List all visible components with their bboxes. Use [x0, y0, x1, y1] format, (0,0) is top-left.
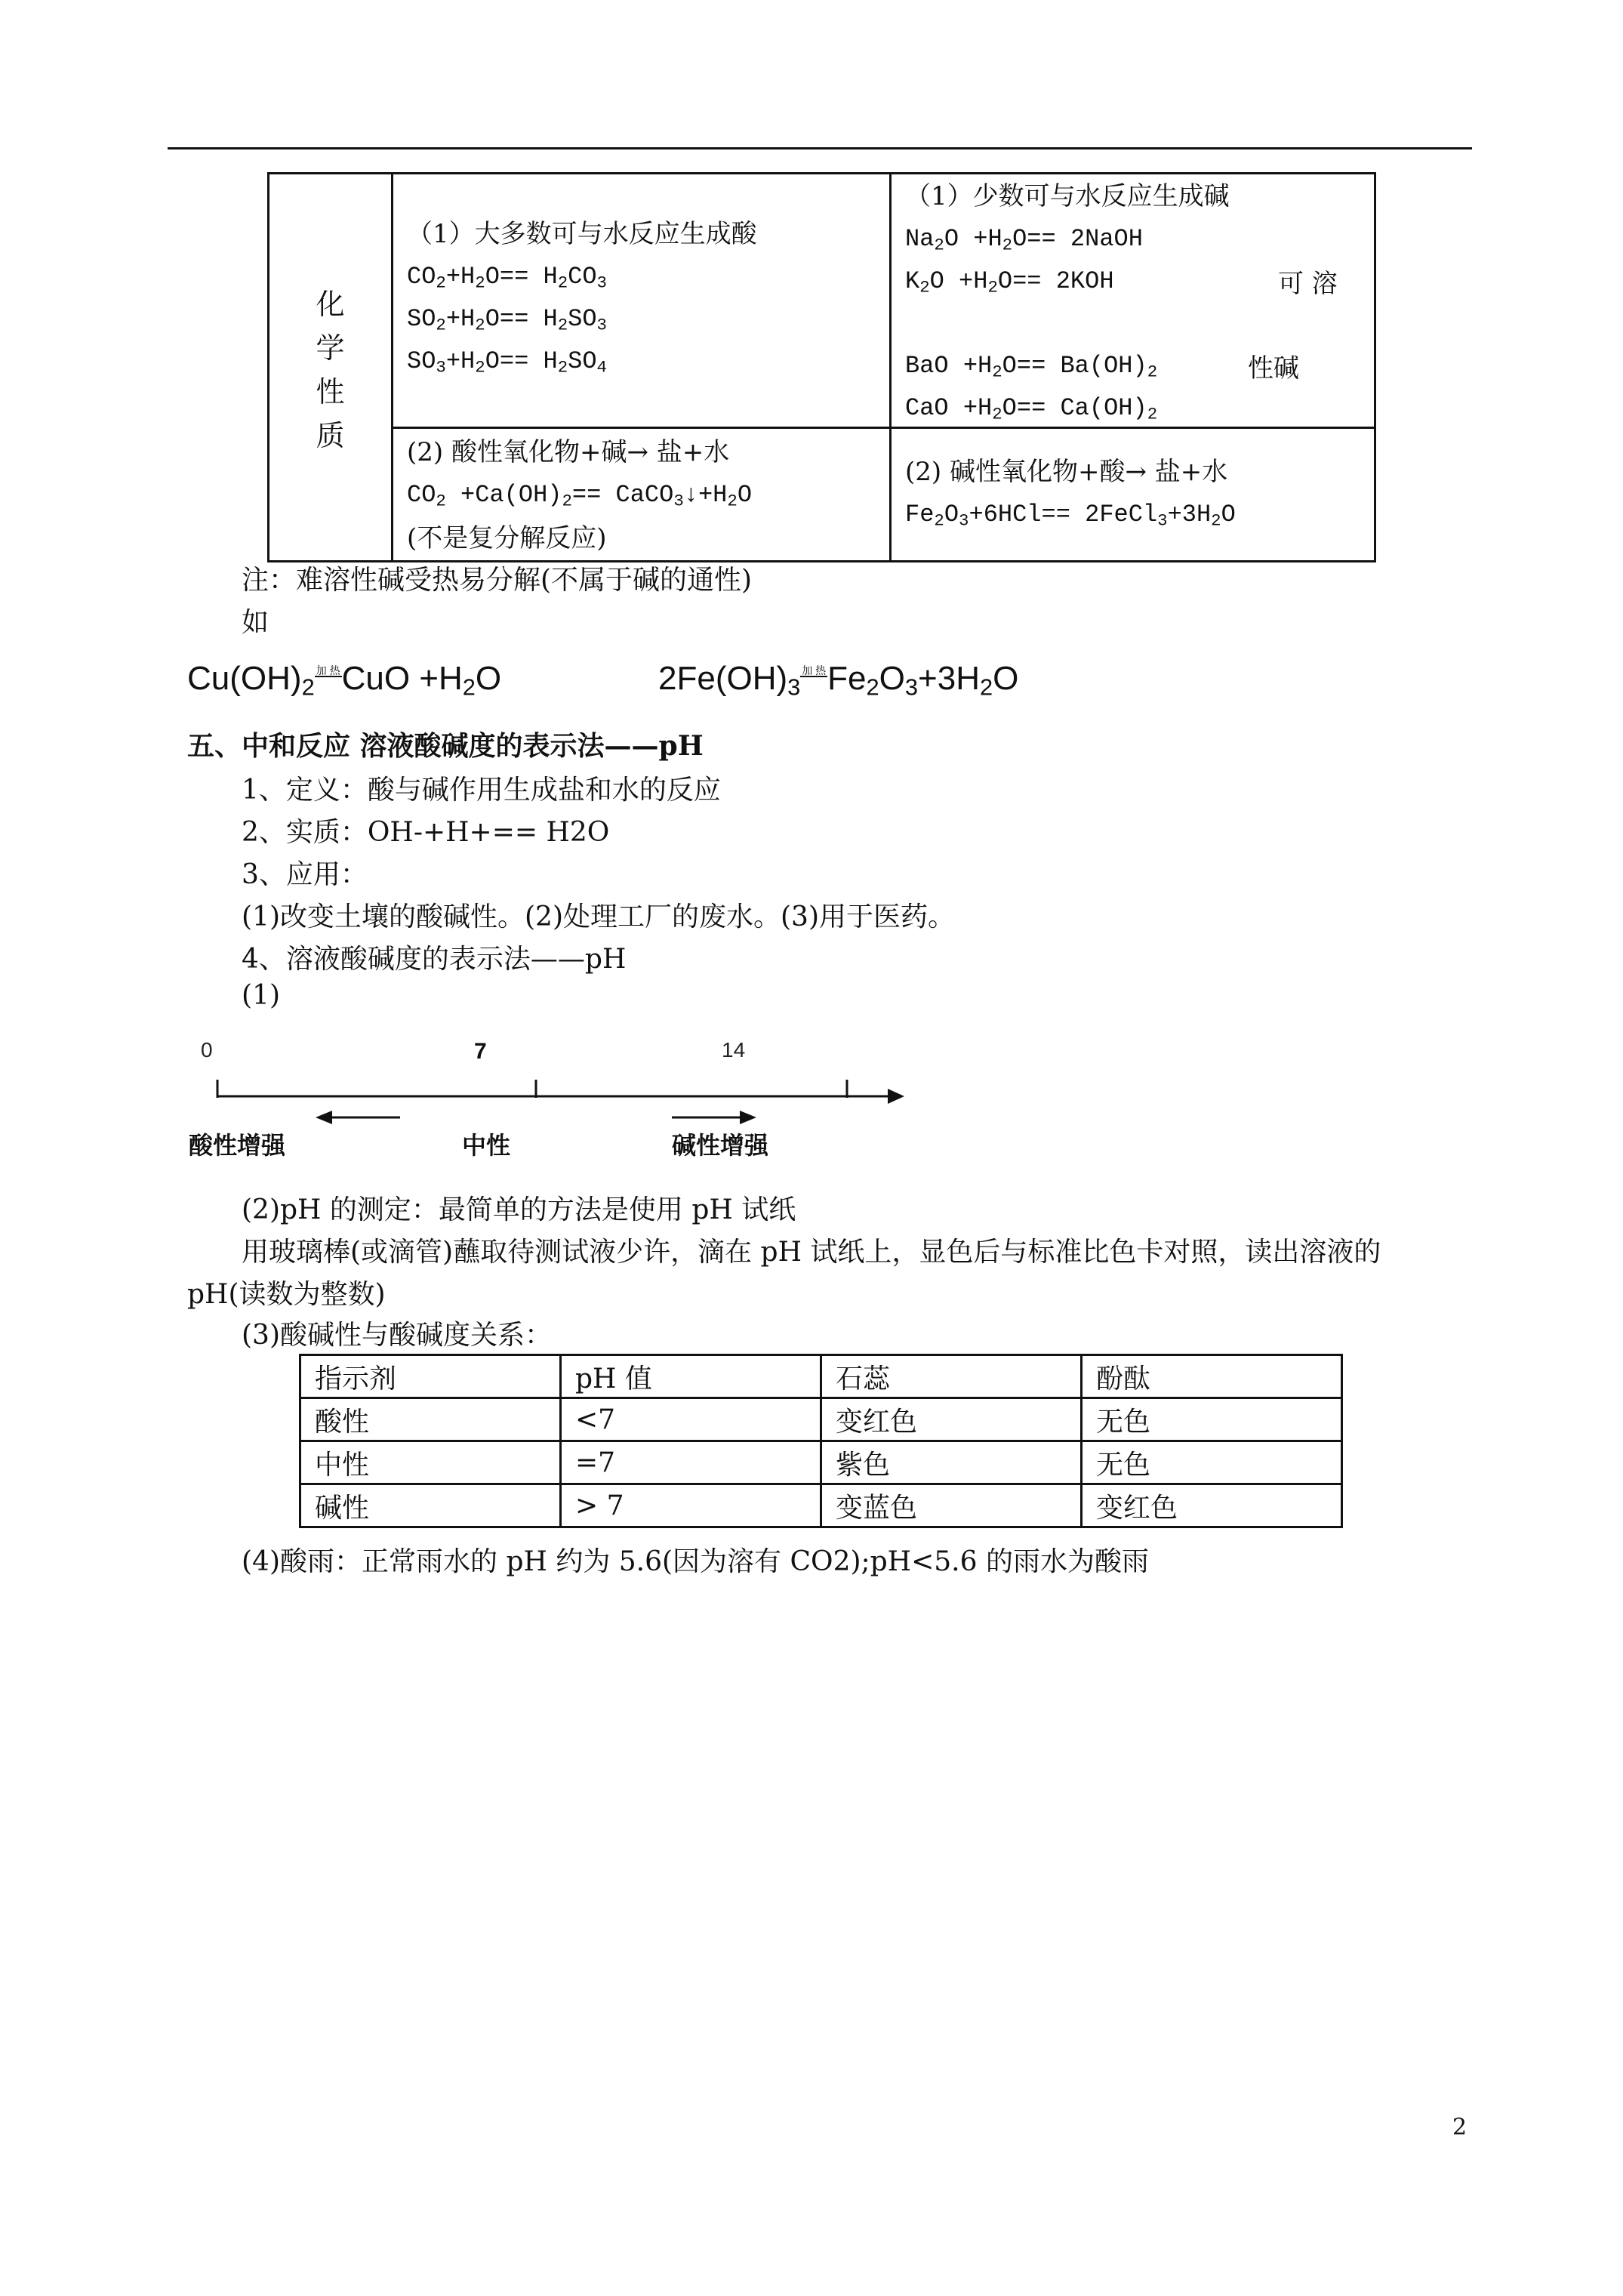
table-cell: =7: [561, 1441, 821, 1484]
row-header-cell: [269, 174, 393, 562]
base-label: 性碱: [1248, 353, 1299, 384]
table-cell: 无色: [1082, 1398, 1342, 1441]
acid-oxide-rule2: (2) 酸性氧化物+碱→ 盐+水: [407, 437, 730, 467]
acid-oxide-eq2: $SO_2+H_2O== H_2SO_3$: [407, 305, 607, 335]
soluble-label: 可 溶: [1278, 269, 1338, 299]
table-cell: 紫色: [821, 1441, 1082, 1484]
heating-condition: 加 热: [316, 664, 340, 676]
axis-arrow-icon: [888, 1089, 904, 1104]
table-header-row: [300, 1355, 1342, 1398]
table-cell: <7: [561, 1398, 821, 1441]
decomp-eq-cuoh2: $Cu(OH)_2$加 热CuO $+H_2O$: [187, 660, 502, 701]
table-cell: 变红色: [1082, 1484, 1342, 1527]
basic-oxide-eq5: $Fe_2O_3+6HCl==$ $2FeCl_3+3H_2O$: [905, 501, 1236, 531]
tick-label-7: 7: [474, 1039, 487, 1064]
basic-oxide-rule2: (2) 碱性氧化物+酸→ 盐+水: [905, 457, 1228, 487]
row-header-char: 学: [316, 331, 345, 365]
tick-label-0: 0: [201, 1038, 213, 1062]
ru-label: 如: [242, 607, 269, 638]
item-definition: 1、定义：酸与碱作用生成盐和水的反应: [242, 775, 721, 806]
acid-oxide-rule1: （1）大多数可与水反应生成酸: [407, 219, 757, 249]
left-arrow-icon: [316, 1111, 332, 1124]
acid-oxide-eq4: $CO_2 +Ca(OH)_2==$ $CaCO_3↓+H_2O$: [407, 481, 753, 511]
header-cell: pH 值: [561, 1355, 821, 1398]
table-cell: 碱性: [300, 1484, 561, 1527]
acid-oxide-water-cell: [393, 174, 891, 428]
table-cell: > 7: [561, 1484, 821, 1527]
heating-condition: 加 热: [802, 664, 827, 676]
acid-oxide-eq3: $SO_3+H_2O== H_2SO_4$: [407, 347, 607, 378]
row-header-char: 性: [316, 374, 345, 408]
note-line: 注：难溶性碱受热易分解(不属于碱的通性): [242, 565, 753, 596]
tick-label-14: 14: [722, 1038, 746, 1062]
right-arrow-icon: [740, 1111, 756, 1124]
basic-oxide-rule1: （1）少数可与水反应生成碱: [905, 181, 1230, 211]
acid-oxide-note: (不是复分解反应): [407, 523, 607, 553]
basic-oxide-water-cell: [891, 174, 1375, 428]
acid-oxide-base-cell: [393, 428, 891, 562]
acid-rain-line: (4)酸雨：正常雨水的 pH 约为 5.6(因为溶有 CO2);pH<5.6 的雨水为酸雨: [242, 1546, 1149, 1577]
measure-title: (2)pH 的测定：最简单的方法是使用 pH 试纸: [242, 1194, 796, 1225]
section5-heading: 五、中和反应 溶液酸碱度的表示法——pH: [187, 730, 704, 762]
item-ph-expression: 4、溶液酸碱度的表示法——pH: [242, 944, 627, 975]
header-rule: [168, 147, 1472, 149]
table-cell: 无色: [1082, 1441, 1342, 1484]
header-cell: 指示剂: [300, 1355, 561, 1398]
basic-oxide-acid-cell: [891, 428, 1375, 562]
acidity-increase-label: 酸性增强: [189, 1131, 286, 1160]
table-cell: 变蓝色: [821, 1484, 1082, 1527]
basic-oxide-eq1: $Na_2O +H_2O==$ 2NaOH: [905, 225, 1143, 255]
basic-oxide-eq4: CaO $+H_2O== Ca(OH)_2$: [905, 394, 1158, 424]
acid-oxide-eq1: $CO_2+H_2O== H_2CO_3$: [407, 263, 607, 293]
application-detail: (1)改变土壤的酸碱性。(2)处理工厂的废水。(3)用于医药。: [242, 901, 955, 932]
table-row: [300, 1441, 1342, 1484]
table-row: [300, 1484, 1342, 1527]
sub-item-1: (1): [242, 980, 280, 1011]
basic-oxide-eq3: BaO $+H_2O== Ba(OH)_2$: [905, 352, 1158, 382]
basic-oxide-eq2: $K_2O +H_2O== 2KOH$: [905, 267, 1114, 297]
ph-indicator-table: [299, 1354, 1343, 1528]
item-application: 3、应用：: [242, 859, 368, 890]
alkalinity-increase-label: 碱性增强: [672, 1131, 769, 1160]
measure-line1: 用玻璃棒(或滴管)蘸取待测试液少许，滴在 pH 试纸上，显色后与标准比色卡对照，读出溶液的: [242, 1237, 1381, 1268]
table-cell: 酸性: [300, 1398, 561, 1441]
page-number: 2: [1452, 2114, 1467, 2140]
relation-title: (3)酸碱性与酸碱度关系：: [242, 1320, 552, 1351]
item-essence: 2、实质：OH-+H+== H2O: [242, 817, 610, 848]
decomp-eq-feoh3: $2Fe(OH)_3$加 热$Fe_2O_3+3H_2O$: [658, 660, 1019, 701]
row-header-char: 质: [316, 418, 345, 452]
measure-line2: pH(读数为整数): [187, 1279, 386, 1310]
table-cell: 中性: [300, 1441, 561, 1484]
row-header-char: 化: [316, 287, 345, 321]
table-cell: 变红色: [821, 1398, 1082, 1441]
oxide-properties-table: [267, 172, 1376, 562]
neutral-label: 中性: [462, 1131, 511, 1160]
header-cell: 石蕊: [821, 1355, 1082, 1398]
ph-scale-diagram: [181, 1034, 936, 1170]
table-row: [300, 1398, 1342, 1441]
header-cell: 酚酞: [1082, 1355, 1342, 1398]
